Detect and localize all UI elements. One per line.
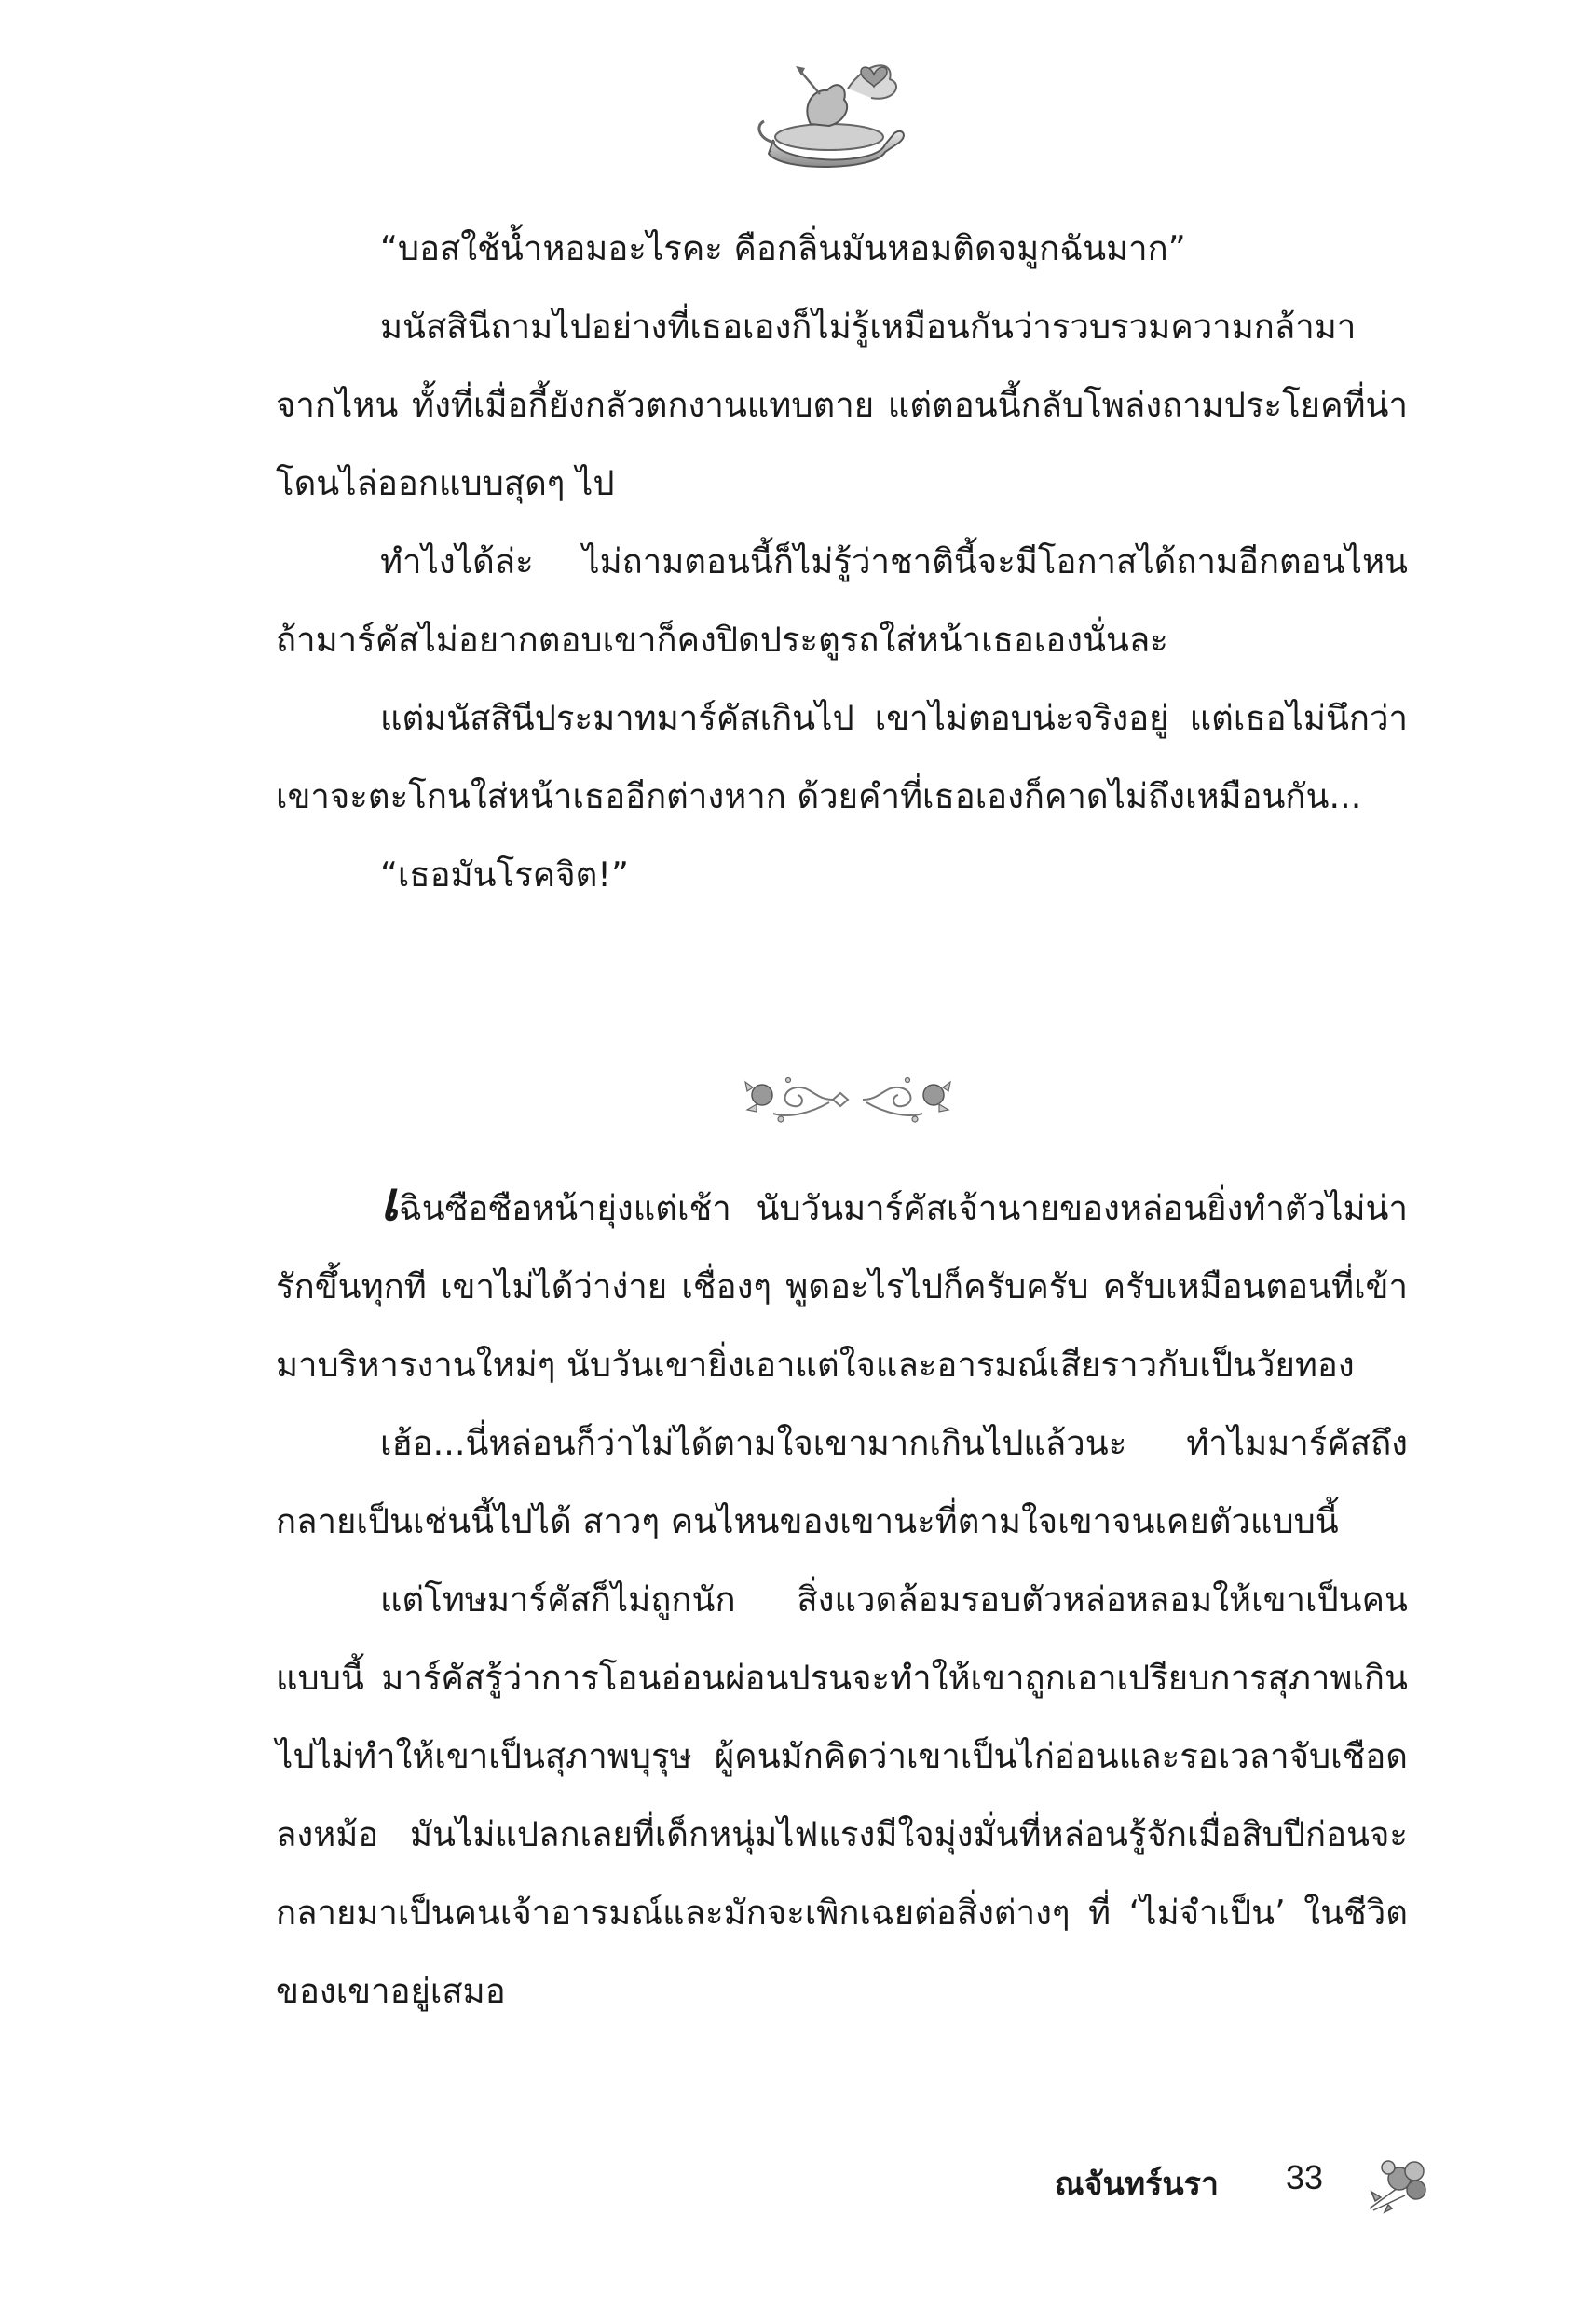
opening-paragraph bbox=[276, 1169, 1408, 1404]
text-block-1 bbox=[276, 210, 1408, 914]
page-number: 33 bbox=[1286, 2158, 1324, 2196]
text-block-2 bbox=[276, 1169, 1408, 2031]
paragraph: เฮ้อ...นี่หล่อนก็ว่าไม่ได้ตามใจเขามากเกินไปแล้วนะ ทำไมมาร์คัสถึงกลายเป็นเช่นนี้ไปได้ สาวๆ คนไหนของเขานะที่ตามใจเขาจนเคยตัวแบบนี้ bbox=[276, 1423, 1408, 1541]
paragraph: แต่มนัสสินีประมาทมาร์คัสเกินไป เขาไม่ตอบน่ะจริงอยู่ แต่เธอไม่นึกว่าเขาจะตะโกนใส่หน้าเธออีกต่างหาก ด้วยคำที่เธอเองก็คาดไม่ถึงเหมือนกัน... bbox=[276, 698, 1408, 816]
opening-paragraph-text: ฉินซือซือหน้ายุ่งแต่เช้า นับวันมาร์คัสเจ้านายของหล่อนยิ่งทำตัวไม่น่ารักขึ้นทุกที เขาไม่ได้ว่าง่าย เชื่องๆ พูดอะไรไปก็ครับครับ ครับเหมือนตอนที่เข้ามาบริหารงานใหม่ๆ นับวันเขายิ่งเอาแต่ใจและอารมณ์เสียราวกับเป็นวัยทอง bbox=[276, 1188, 1408, 1385]
book-title: ณจันทร์นรา bbox=[1055, 2166, 1219, 2203]
teapot-cupid-icon bbox=[755, 51, 913, 177]
drop-cap: เ bbox=[380, 1169, 399, 1233]
paragraph: แต่โทษมาร์คัสก็ไม่ถูกนัก สิ่งแวดล้อมรอบตัวหล่อหลอมให้เขาเป็นคนแบบนี้ มาร์คัสรู้ว่าการโอนอ่อนผ่อนปรนจะทำให้เขาถูกเอาเปรียบการสุภาพเกินไปไม่ทำให้เขาเป็นสุภาพบุรุษ ผู้คนมักคิดว่าเขาเป็นไก่อ่อนและรอเวลาจับเชือดลงหม้อ มันไม่แปลกเลยที่เด็กหนุ่มไฟแรงมีใจมุ่งมั่นที่หล่อนรู้จักเมื่อสิบปีก่อนจะกลายมาเป็นคนเจ้าอารมณ์และมักจะเพิกเฉยต่อสิ่งต่างๆ ที่ ‘ไม่จำเป็น’ ในชีวิตของเขาอยู่เสมอ bbox=[276, 1579, 1408, 2011]
paragraph: มนัสสินีถามไปอย่างที่เธอเองก็ไม่รู้เหมือนกันว่ารวบรวมความกล้ามาจากไหน ทั้งที่เมื่อกี้ยังกลัวตกงานแทบตาย แต่ตอนนี้กลับโพล่งถามประโยคที่น่าโดนไล่ออกแบบสุดๆ ไป bbox=[276, 307, 1408, 503]
page-footer bbox=[978, 2151, 1444, 2216]
paragraph: “เธอมันโรคจิต!” bbox=[380, 855, 629, 895]
paragraph: “บอสใช้น้ำหอมอะไรคะ คือกลิ่นมันหอมติดจมูกฉันมาก” bbox=[380, 228, 1186, 268]
floral-divider-icon bbox=[736, 1067, 960, 1132]
paragraph: ทำไงได้ล่ะ ไม่ถามตอนนี้ก็ไม่รู้ว่าชาตินี้จะมีโอกาสได้ถามอีกตอนไหน ถ้ามาร์คัสไม่อยากตอบเขาก็คงปิดประตูรถใส่หน้าเธอเองนั่นละ bbox=[276, 541, 1408, 660]
flower-bouquet-icon bbox=[1360, 2151, 1435, 2216]
